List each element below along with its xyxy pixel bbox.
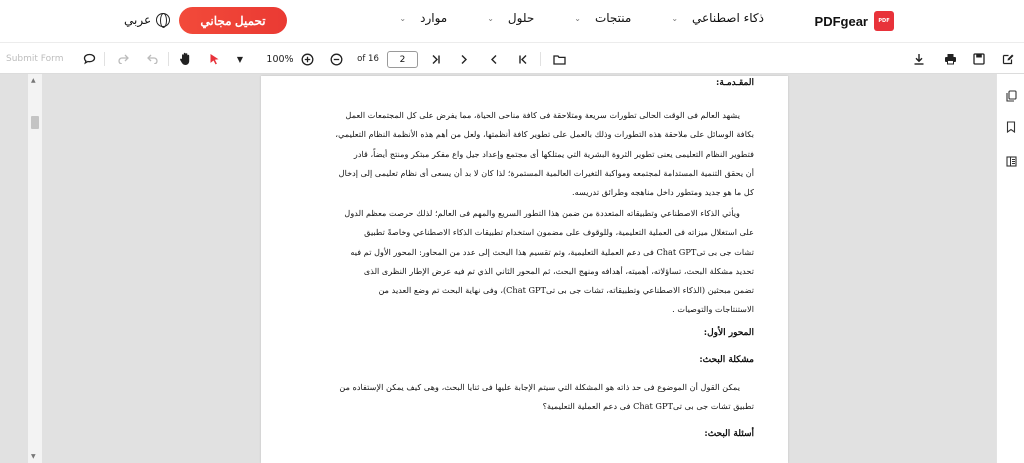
brand-name: PDFgear [814, 13, 868, 29]
heading-research-questions: أسئلة البحث: [704, 429, 754, 439]
nav-item-label: موارد [420, 11, 448, 25]
chevron-down-icon: ⌄ [671, 13, 679, 23]
edit-pdf-icon[interactable] [999, 43, 1017, 75]
print-icon[interactable] [941, 43, 959, 75]
toolbar-divider [540, 52, 541, 66]
text-line: تحديد مشكلة البحث، تساؤلاته، أهميته، أهدافه ومنهج البحث، ثم المحور الثاني الذي تم فيه عرض الإطار النظرى الذى [363, 265, 754, 276]
scroll-down-icon[interactable]: ▼ [31, 453, 36, 460]
save-icon[interactable] [970, 43, 988, 75]
undo-icon[interactable] [143, 43, 161, 75]
language-selector[interactable] [124, 13, 170, 27]
hand-tool-icon[interactable] [176, 43, 194, 75]
globe-icon [156, 13, 170, 27]
page-number-input[interactable] [387, 51, 418, 68]
text-line: فتطوير النظام التعليمى يعنى تطوير الثروة البشرية التي يمتلكها أى مجتمع وإعداد جيل واع مفكر مبتكر ومنتج أيضاً، قادر [353, 148, 754, 159]
previous-page-icon[interactable] [485, 43, 503, 75]
nav-item-solutions[interactable] [487, 11, 534, 25]
bookmark-icon[interactable] [997, 117, 1024, 137]
text-line: يمكن القول أن الموضوع فى حد ذاته هو المشكلة التي سيتم الإجابة عليها فى ثنايا البحث، وهى كيف يمكن الإستفاده من [339, 382, 740, 392]
nav-item-ai[interactable] [671, 11, 764, 25]
free-download-button[interactable]: تحميل مجاني [179, 7, 287, 34]
vertical-scrollbar[interactable] [28, 74, 42, 463]
nav-item-resources[interactable] [399, 11, 447, 25]
nav-item-label: حلول [507, 11, 535, 25]
open-folder-icon[interactable] [550, 43, 568, 75]
pdf-page[interactable] [261, 76, 788, 463]
scroll-up-icon[interactable]: ▲ [31, 77, 36, 84]
text-line: يشهد العالم فى الوقت الحالى تطورات سريعة ومتلاحقة فى كافة مناحى الحياة، مما يفرض على كل المجتمعات العمل [345, 110, 740, 120]
next-page-icon[interactable] [455, 43, 473, 75]
last-page-icon[interactable] [426, 43, 444, 75]
heading-axis-one: المحور الأول: [703, 328, 754, 338]
text-line: على استغلال ميزاته فى العملية التعليمية، وللوقوف على مضمون استخدام تطبيقات الذكاء الاصطناعي وخاصةً تطبيق [364, 227, 754, 238]
text-line: بكافة الوسائل على ملاحقة هذه التطورات وذلك بالعمل على تطوير كافة أنظمتها، ولعل من أهم هذه الأنظمة النظام التعليمي، [335, 129, 754, 140]
toolbar-divider [104, 52, 105, 66]
outline-panel-icon[interactable] [997, 151, 1024, 171]
scrollbar-thumb[interactable] [31, 116, 39, 129]
select-pointer-icon[interactable] [205, 43, 223, 75]
nav-item-products[interactable] [574, 11, 631, 25]
comment-icon[interactable] [80, 43, 98, 75]
heading-research-problem: مشكلة البحث: [699, 355, 754, 365]
paragraph-3 [284, 378, 754, 417]
right-side-panel [996, 74, 1024, 463]
heading-introduction: المقـدمـة: [716, 78, 754, 88]
redo-icon[interactable] [114, 43, 132, 75]
language-label: عربي [124, 13, 152, 27]
paragraph-2 [284, 204, 754, 320]
zoom-in-icon[interactable] [298, 43, 316, 75]
thumbnails-icon[interactable] [997, 86, 1024, 106]
text-line: كل ما هو جديد ومتطور داخل مناهجه وطرائق تدريسه. [572, 187, 754, 198]
nav-item-label: منتجات [594, 11, 632, 25]
chevron-down-icon: ⌄ [399, 13, 407, 23]
pdfgear-logo-icon: PDF [874, 11, 894, 31]
first-page-icon[interactable] [514, 43, 532, 75]
top-navigation [0, 0, 1024, 42]
toolbar-divider [168, 52, 169, 66]
total-pages-label: of 16 [357, 54, 379, 64]
text-line: الاستنتاجات والتوصيات . [672, 304, 754, 315]
brand[interactable] [815, 9, 894, 33]
zoom-out-icon[interactable] [327, 43, 345, 75]
text-line: أن يحقق التنمية المستدامة لمجتمعه ومواكبة التغيرات العالمية المستمرة؛ لذا كان لا بد أن يسعى أى نظام تعليمى إلى إدخال [338, 167, 754, 178]
download-icon[interactable] [910, 43, 928, 75]
main-menu [399, 11, 764, 25]
chevron-down-icon: ⌄ [574, 13, 581, 23]
submit-form-button[interactable]: Submit Form [6, 54, 64, 64]
nav-item-label: ذكاء اصطناعي [692, 11, 764, 25]
text-line: تضمن مبحثين (الذكاء الاصطناعي وتطبيقاته، تشات جى بى تىChat GPT)، وفى نهاية البحث تم وضع العديد من [378, 285, 754, 296]
text-line: ويأتي الذكاء الاصطناعي وتطبيقاته المتعددة من ضمن هذا التطور السريع والمهم فى العالم؛ لذلك حرصت معظم الدول [344, 208, 740, 218]
text-line: تشات جى بى تىChat GPT فى دعم العملية التعليمية، وتم تقسيم هذا البحث إلى عدد من المحاور: المحور الأول تم فيه [350, 246, 754, 257]
chevron-down-icon: ⌄ [487, 13, 494, 23]
text-line: تطبيق تشات جى بى تىChat GPT فى دعم العملية التعليمية؟ [542, 401, 754, 412]
pdf-toolbar [0, 42, 1024, 74]
zoom-level[interactable]: 100% [266, 53, 294, 65]
paragraph-1 [284, 106, 754, 202]
tool-options-chevron-icon[interactable]: ▼ [236, 54, 244, 64]
